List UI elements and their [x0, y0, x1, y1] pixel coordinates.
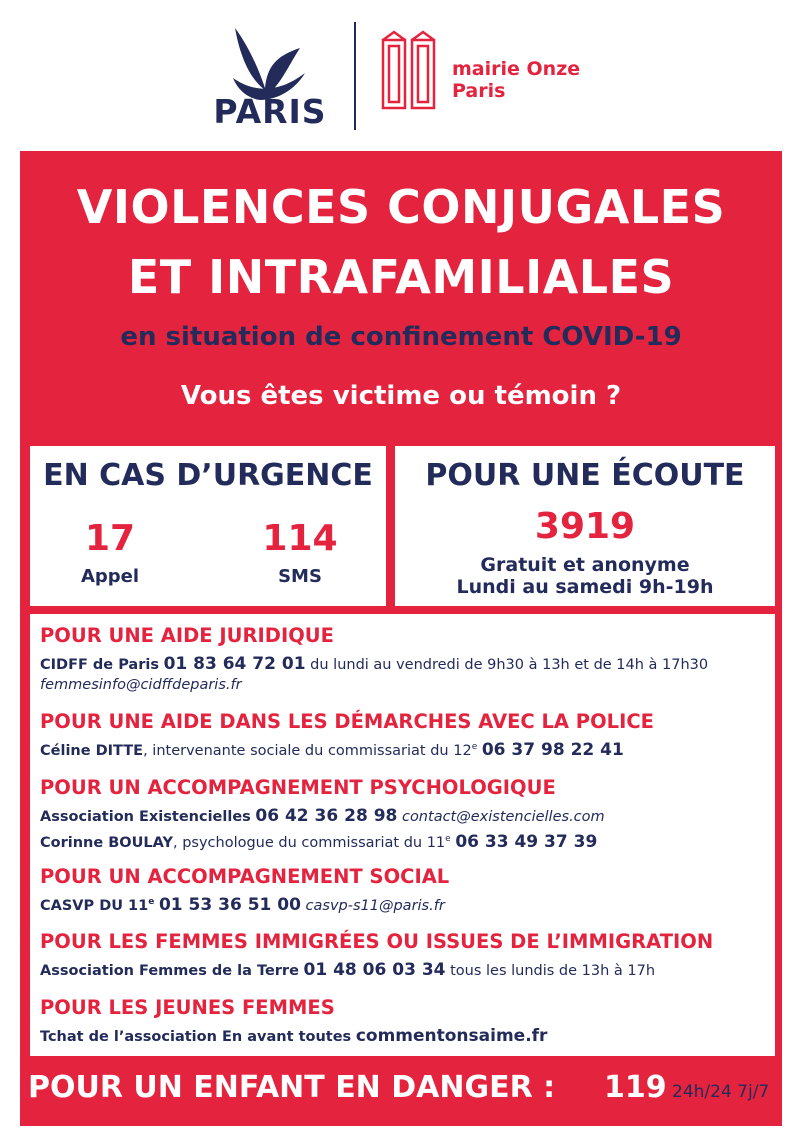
ecoute-box	[395, 446, 775, 606]
juridique-phone[interactable]: 01 83 64 72 01	[163, 654, 306, 674]
police-role: , intervenante sociale du commissariat du 12	[143, 743, 472, 759]
social-org: CASVP DU 11	[40, 898, 149, 914]
juridique-hours: du lundi au vendredi de 9h30 à 13h et de 14h à 17h30	[310, 657, 709, 673]
psy-sup2: e	[445, 834, 451, 845]
immigration-org: Association Femmes de la Terre	[40, 963, 299, 979]
contacts-box	[30, 614, 775, 1056]
question: Vous êtes victime ou témoin ?	[180, 381, 622, 411]
footer-number[interactable]: 119	[604, 1070, 667, 1105]
social-email[interactable]: casvp-s11@paris.fr	[305, 898, 445, 914]
section-title-social: POUR UN ACCOMPAGNEMENT SOCIAL	[40, 865, 450, 888]
social-phone[interactable]: 01 53 36 51 00	[158, 895, 301, 915]
psy-role2: , psychologue du commissariat du 11	[172, 835, 446, 851]
paris-label: PARIS	[213, 92, 327, 131]
jeunes-org: Tchat de l’association En avant toutes	[40, 1029, 352, 1045]
psy-org: Association Existencielles	[40, 809, 251, 825]
psy-email[interactable]: contact@existencielles.com	[401, 809, 605, 825]
psy-line1	[40, 806, 605, 826]
urgence-number-17[interactable]: 17	[84, 518, 136, 559]
urgence-label-sms: SMS	[278, 566, 322, 587]
social-sup: e	[148, 897, 155, 908]
ecoute-line1: Gratuit et anonyme	[480, 554, 690, 576]
jeunes-line	[40, 1026, 547, 1046]
psy-name2: Corinne BOULAY	[40, 835, 173, 851]
footer-hours: 24h/24 7j/7	[672, 1082, 770, 1102]
section-title-juridique: POUR UNE AIDE JURIDIQUE	[40, 624, 334, 647]
immigration-hours: tous les lundis de 13h à 17h	[450, 963, 656, 979]
immigration-phone[interactable]: 01 48 06 03 34	[303, 960, 446, 980]
juridique-org: CIDFF de Paris	[40, 657, 159, 673]
urgence-heading: EN CAS D’URGENCE	[43, 458, 373, 493]
police-name: Céline DITTE	[40, 743, 144, 759]
social-line	[40, 895, 445, 915]
header	[0, 0, 800, 150]
title-line1: VIOLENCES CONJUGALES	[76, 180, 726, 234]
psy-phone2[interactable]: 06 33 49 37 39	[455, 832, 598, 852]
section-title-immigration: POUR LES FEMMES IMMIGRÉES OU ISSUES DE L’IMMIGRATION	[40, 930, 714, 953]
juridique-email[interactable]: femmesinfo@cidffdeparis.fr	[40, 677, 242, 693]
header-divider	[354, 22, 356, 130]
juridique-line	[40, 654, 708, 674]
mairie-line2: Paris	[452, 80, 506, 102]
urgence-box	[30, 446, 386, 606]
immigration-line	[40, 960, 655, 980]
urgence-number-114[interactable]: 114	[262, 518, 338, 559]
ecoute-line2: Lundi au samedi 9h-19h	[456, 576, 714, 598]
police-phone[interactable]: 06 37 98 22 41	[481, 740, 624, 760]
subtitle: en situation de confinement COVID-19	[120, 322, 682, 352]
psy-line2	[40, 832, 597, 852]
onze-mark-icon	[380, 30, 440, 110]
mairie-label	[452, 58, 580, 102]
footer-banner	[20, 1064, 782, 1118]
section-title-police: POUR UNE AIDE DANS LES DÉMARCHES AVEC LA POLICE	[40, 710, 654, 733]
section-title-jeunes: POUR LES JEUNES FEMMES	[40, 996, 335, 1019]
ecoute-number-3919[interactable]: 3919	[534, 506, 636, 547]
jeunes-site[interactable]: commentonsaime.fr	[355, 1026, 548, 1046]
title-line2: ET INTRAFAMILIALES	[127, 250, 675, 304]
police-line	[40, 740, 624, 760]
police-sup: e	[471, 742, 478, 753]
psy-phone[interactable]: 06 42 36 28 98	[255, 806, 398, 826]
mairie-line1: mairie Onze	[452, 58, 581, 80]
urgence-label-appel: Appel	[80, 566, 140, 587]
ecoute-heading: POUR UNE ÉCOUTE	[425, 458, 745, 493]
section-title-psy: POUR UN ACCOMPAGNEMENT PSYCHOLOGIQUE	[40, 776, 556, 799]
footer-label: POUR UN ENFANT EN DANGER :	[28, 1070, 556, 1105]
